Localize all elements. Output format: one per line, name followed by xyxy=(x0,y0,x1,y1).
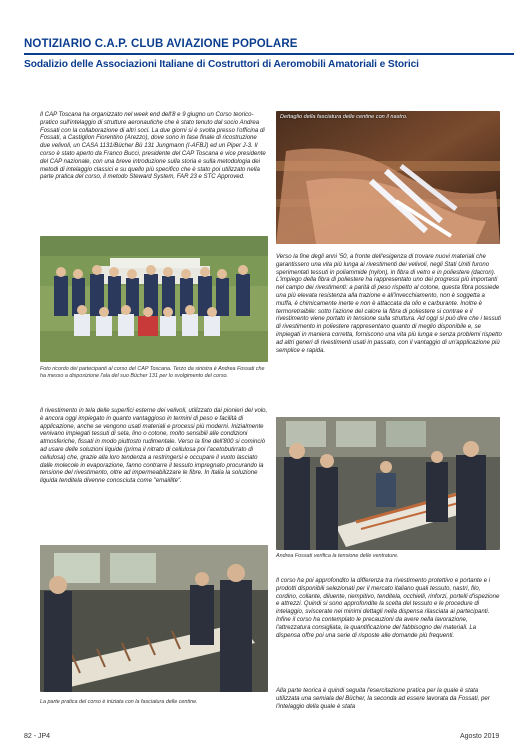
header-subtitle: Sodalizio delle Associazioni Italiane di Costruttori di Aeromobili Amatoriali e Storici xyxy=(24,59,419,70)
caption-photo-group: Foto ricordo dei partecipanti al corso del CAP Toscana. Terzo da sinistra è Andrea Fossati che ha messo a disposizione l'ala del suo Bücher 131 per lo svolgimento del corso. xyxy=(40,366,265,379)
article-paragraph-4: Il corso ha poi approfondito la differenza tra rivestimento protettivo e portante e i prodotti disponibili selezionati per il mercato italiano quali tessuto, nastri, filo, cordino, collante, diluente, riempitivo, tenditela, occhielli, rinforzi, portelli d'ispezione e attrezzi. Quindi si sono approfondite la scelta del tessuto e le procedure di intelaggio, sviscerate nei minimi dettagli nella dispensa rilasciata ai partecipanti. Infine il corso ha contemplato le precauzioni da avere nella lavorazione, l'attrezzatura consigliata, la quantificazione del fabbisogno dei materiali. La dispensa offre poi una serie di risposte alle domande più frequenti. xyxy=(276,578,500,639)
article-paragraph-1: Il CAP Toscana ha organizzato nel week end dell'8 e 9 giugno un Corso teorico-pratico sull'intelaggio di strutture aeronautiche che è stato tenuto dal socio Andrea Fossati con la collaborazione di altri soci. La due giorni si è svolta presso l'officina di Fossati, a Castiglion Fiorentino (Arezzo), dove sono in fase finale di ricostruzione due velivoli, un CASA 1131/Bücher Bü 131 Jungmann (I-AFBJ) ed un Piper J-3. Il corso è stato aperto da Franco Bucci, presidente del CAP Toscana e vice presidente del CAP nazionale, con una breve introduzione sulla storia e sulla metodologia dei metodi di intelaggio classici e su quello più specifico che è stato poi utilizzato nella parte pratica del corso, il metodo Steward System, FAR 23 e STC Approved. xyxy=(40,112,266,181)
header-title: NOTIZIARIO C.A.P. CLUB AVIAZIONE POPOLARE xyxy=(24,38,298,50)
issue-date: Agosto 2019 xyxy=(460,733,500,740)
caption-photo-tape: Dettaglio della fasciatura delle centine con il nastro. xyxy=(280,114,408,120)
photo-group xyxy=(40,236,268,362)
caption-photo-wing: La parte pratica del corso è iniziata con la fasciatura delle centine. xyxy=(40,699,198,705)
page-number: 82 - JP4 xyxy=(24,733,51,740)
article-paragraph-2: Il rivestimento in tela delle superfici esterne dei velivoli, utilizzato dai pionieri del volo, è ancora oggi impiegato in quanto vantaggioso in termini di peso e facilità di applicazione, anche se vengono usati materiali e processi più moderni. Inizialmente venivano impiegati tessuti di seta, lino o cotone, molto sensibili alle condizioni atmosferiche, fissati in modo piuttosto rudimentale. Verso la fine dell'800 si cominciò ad usare delle soluzioni liquide (prima il nitrato di cellulosa poi l'acetobutirrato di cellulosa) che, grazie alla loro tendenza a restringersi e occupare il vuoto lasciato dalle molecole in evaporazione, fanno contrarre il tessuto impregnato procurando la tensione del rivestimento, oltre ad impermeabilizzare le fibre. In Italia la soluzione liquida tenditela divenne conosciuta come "emaillite". xyxy=(40,408,268,485)
photo-wing xyxy=(40,545,268,692)
page-header xyxy=(0,34,526,76)
header-rule xyxy=(24,53,514,55)
article-paragraph-5: Alla parte teorica è quindi seguita l'esercitazione pratica per la quale è stata utilizzata una semiala del Bücher, la seconda ad essere lavorata da Fossati, per l'intelaggio della quale è stata xyxy=(276,688,490,710)
caption-photo-workshop: Andrea Fossati verifica la tensione delle ventrature. xyxy=(276,553,399,559)
photo-tape-detail xyxy=(276,111,500,244)
photo-workshop xyxy=(276,417,500,550)
article-paragraph-3: Verso la fine degli anni '50, a fronte dell'esigenza di trovare nuovi materiali che garantissero una vita più lunga ai rivestimenti dei velivoli, negli Stati Uniti furono sperimentati tessuti in poliammide (nylon), in fibra di vetro e in poliestere (dacron). L'impiego della fibra di poliestere ha rappresentato uno dei progressi più importanti nel campo dei rivestimenti: a parità di peso rispetto al cotone, questa fibra possiede una più elevata resistenza alla trazione e all'invecchiamento, non è soggetta a muffa, è chimicamente inerte e non è attaccata da olio e carburante. Inoltre è termoretraibile: sotto l'azione del calore la fibra di poliestere si contrae e il rivestimento viene portato in tensione sulla struttura. Ad oggi si può dire che i tessuti di rivestimento in poliestere rappresentano quanto di meglio disponibile e, se impiegati in maniera corretta, forniscono una vita più lunga e senza problemi rispetto ad altri generi di rivestimenti usati in passato, con il vantaggio di un'applicazione più semplice e rapida. xyxy=(276,254,502,354)
